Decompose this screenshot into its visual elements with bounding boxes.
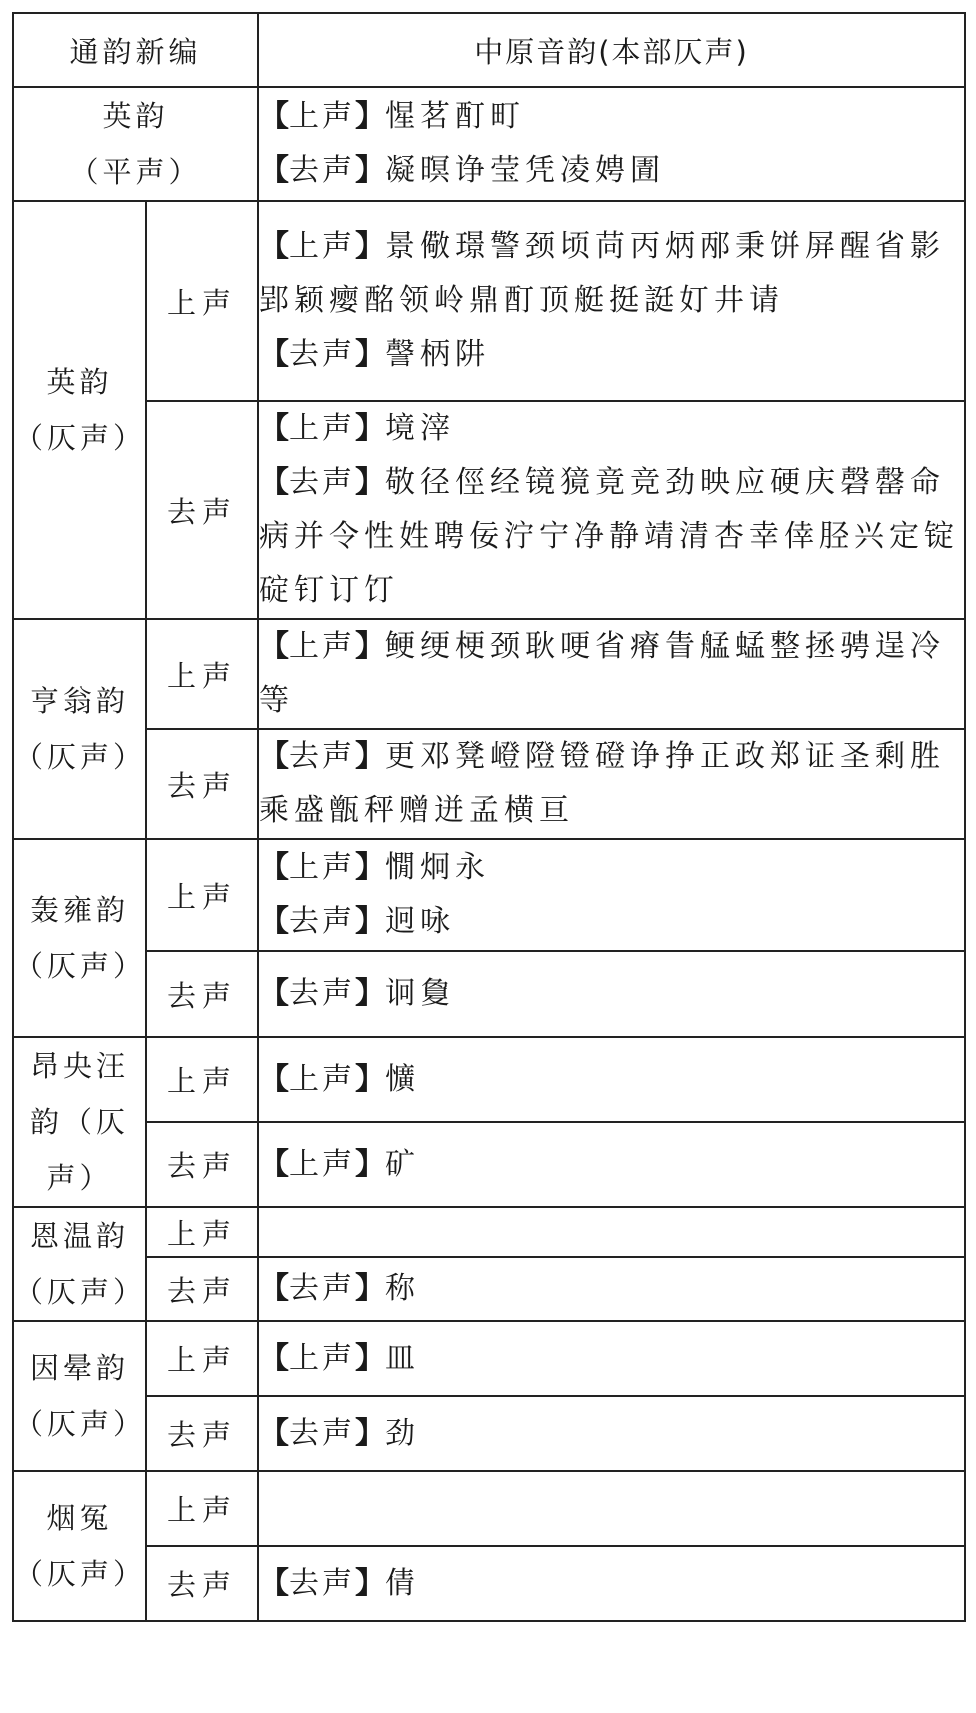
tone-label: 去声 [289,337,356,372]
rhyme-chars-cell [258,1396,965,1471]
table-row [13,1546,965,1621]
tone-line [259,730,964,838]
rhyme-chars-cell [258,1257,965,1321]
rhyme-chars: 惺茗酊町 [385,99,526,134]
bracket-close: 】 [355,850,386,885]
bracket-open: 【 [259,99,290,134]
rhyme-group-cell [13,839,146,1037]
tone-cell: 去声 [146,729,258,839]
rhyme-chars-cell [258,1321,965,1396]
tone-line [259,90,964,144]
bracket-close: 】 [355,629,386,664]
tone-line [259,1262,964,1316]
tone-line [259,967,964,1021]
rhyme-chars: 境滓 [385,411,456,446]
bracket-open: 【 [259,1565,290,1601]
table-row [13,1257,965,1321]
tone-label: 去声 [289,465,356,500]
table-row [13,839,965,951]
table-row [13,201,965,401]
table-row [13,729,965,839]
rhyme-group-name: 因晕韵 [29,1351,129,1385]
bracket-close: 】 [355,1340,386,1376]
tone-label: 上声 [289,1061,356,1097]
tone-line [259,1332,964,1386]
rhyme-group-name: 英韵 [46,365,113,399]
bracket-close: 】 [355,411,386,446]
table-row [13,1037,965,1122]
rhyme-chars-cell [258,729,965,839]
bracket-open: 【 [259,1340,290,1376]
table-row [13,1396,965,1471]
tone-line [259,1053,964,1107]
bracket-close: 】 [355,1271,386,1307]
tone-cell: 去声 [146,1257,258,1321]
bracket-close: 】 [355,1415,386,1451]
rhyme-chars-cell [258,1122,965,1207]
rhyme-group-cell [13,1207,146,1321]
bracket-open: 【 [259,337,290,372]
bracket-close: 】 [355,739,386,774]
rhyme-chars-cell [258,87,965,201]
bracket-open: 【 [259,1061,290,1097]
rhyme-group-name: 烟冤 [46,1501,113,1535]
rhyme-group-cell [13,1037,146,1207]
rhyme-comparison-table [12,12,966,1622]
table-row [13,401,965,619]
rhyme-group-name: （仄声） [14,1407,147,1441]
rhyme-group-cell [13,201,146,619]
tone-cell: 去声 [146,401,258,619]
rhyme-group-name: 英韵 [102,99,169,133]
tone-label: 上声 [289,850,356,885]
rhyme-group-name: 轰雍韵 [29,893,129,927]
rhyme-group-name: 亨翁韵 [29,684,129,718]
bracket-open: 【 [259,850,290,885]
tone-cell: 上声 [146,1207,258,1257]
bracket-open: 【 [259,1415,290,1451]
bracket-open: 【 [259,629,290,664]
rhyme-group-name: （仄声） [14,740,147,774]
table-row [13,1122,965,1207]
tone-label: 去声 [289,904,356,939]
bracket-open: 【 [259,411,290,446]
rhyme-group-name: 昂央汪 [29,1049,129,1083]
tone-line [259,456,964,618]
bracket-close: 】 [355,1565,386,1601]
rhyme-chars: 鲠绠梗颈耿哽省瘠眚艋蜢整拯骋逞冷等 [259,629,946,718]
tone-cell: 去声 [146,1546,258,1621]
bracket-open: 【 [259,1146,290,1182]
tone-label: 上声 [289,99,356,134]
rhyme-chars: 诇敻 [385,976,456,1011]
rhyme-group-name: （仄声） [14,1275,147,1309]
tone-line [259,220,964,328]
tone-label: 上声 [289,1340,356,1376]
tone-cell: 上声 [146,1471,258,1546]
rhyme-chars: 更邓凳嶝隥镫磴诤挣正政郑证圣剩胜乘盛甑秤赠迸孟横亘 [259,739,946,828]
rhyme-chars: 倩 [385,1565,421,1601]
rhyme-chars: 迥咏 [385,904,456,939]
rhyme-chars: 劲 [385,1415,421,1451]
table-header-row [13,13,965,87]
rhyme-chars: 皿 [385,1340,421,1376]
table-body [13,87,965,1621]
rhyme-chars-cell [258,1546,965,1621]
tone-line [259,1557,964,1611]
bracket-open: 【 [259,904,290,939]
tone-line [259,841,964,895]
header-zhongyuan-yinyun: 中原音韵(本部仄声) [258,13,965,87]
bracket-open: 【 [259,739,290,774]
bracket-open: 【 [259,229,290,264]
tone-label: 去声 [289,976,356,1011]
tone-cell: 去声 [146,951,258,1037]
bracket-open: 【 [259,976,290,1011]
rhyme-group-cell [13,619,146,839]
table-row [13,951,965,1037]
bracket-close: 】 [355,229,386,264]
table-row [13,1207,965,1257]
tone-cell: 上声 [146,1321,258,1396]
tone-label: 去声 [289,1415,356,1451]
rhyme-chars: 懭 [385,1061,421,1097]
tone-label: 上声 [289,229,356,264]
rhyme-chars-cell [258,839,965,951]
rhyme-chars-cell [258,1037,965,1122]
rhyme-chars: 敬径俓经镜獍竟竞劲映应硬庆磬罄命病并令性姓聘佞泞宁净静靖清杏幸倖胫兴定锭碇钉订饤 [259,465,960,608]
bracket-close: 】 [355,1146,386,1182]
tone-cell: 去声 [146,1122,258,1207]
bracket-open: 【 [259,153,290,188]
tone-line [259,144,964,198]
bracket-close: 】 [355,337,386,372]
tone-line [259,620,964,728]
tone-line [259,1138,964,1192]
bracket-close: 】 [355,1061,386,1097]
table-row [13,87,965,201]
rhyme-group-name: （仄声） [14,1557,147,1591]
rhyme-group-name: 恩温韵 [29,1219,129,1253]
table-row [13,619,965,729]
bracket-open: 【 [259,1271,290,1307]
tone-line [259,402,964,456]
rhyme-group-name: （平声） [69,155,202,189]
rhyme-group-name: （仄声） [14,421,147,455]
tone-line [259,328,964,382]
rhyme-group-cell [13,1321,146,1471]
tone-label: 去声 [289,1271,356,1307]
table-row [13,1471,965,1546]
rhyme-chars-cell [258,619,965,729]
bracket-close: 】 [355,153,386,188]
rhyme-chars: 矿 [385,1146,421,1182]
rhyme-chars-cell [258,201,965,401]
tone-cell: 上声 [146,619,258,729]
tone-label: 上声 [289,629,356,664]
rhyme-chars: 凝暝诤莹凭凌娉圊 [385,153,666,188]
tone-line [259,1407,964,1461]
rhyme-chars: 憪炯永 [385,850,491,885]
tone-cell: 上声 [146,839,258,951]
bracket-close: 】 [355,99,386,134]
rhyme-group-name: 韵（仄声） [29,1105,129,1195]
tone-line [259,895,964,949]
tone-cell: 上声 [146,1037,258,1122]
rhyme-chars-cell [258,401,965,619]
tone-cell: 上声 [146,201,258,401]
table-row [13,1321,965,1396]
bracket-close: 】 [355,465,386,500]
tone-label: 去声 [289,153,356,188]
bracket-close: 】 [355,976,386,1011]
tone-label: 上声 [289,411,356,446]
rhyme-chars-cell [258,1207,965,1257]
rhyme-chars-cell [258,1471,965,1546]
rhyme-chars: 謦柄阱 [385,337,491,372]
tone-cell: 去声 [146,1396,258,1471]
tone-label: 上声 [289,1146,356,1182]
rhyme-chars: 景儆璟警颈顷苘丙炳邴秉饼屏醒省影郢颖瘿酩领岭鼎酊顶艇挺誔奵井请 [259,229,946,318]
header-tongyun-xinbian: 通韵新编 [13,13,258,87]
rhyme-group-cell [13,87,258,201]
bracket-close: 】 [355,904,386,939]
rhyme-chars: 称 [385,1271,421,1307]
rhyme-group-cell [13,1471,146,1621]
tone-label: 去声 [289,739,356,774]
rhyme-chars-cell [258,951,965,1037]
tone-label: 去声 [289,1565,356,1601]
bracket-open: 【 [259,465,290,500]
rhyme-group-name: （仄声） [14,949,147,983]
